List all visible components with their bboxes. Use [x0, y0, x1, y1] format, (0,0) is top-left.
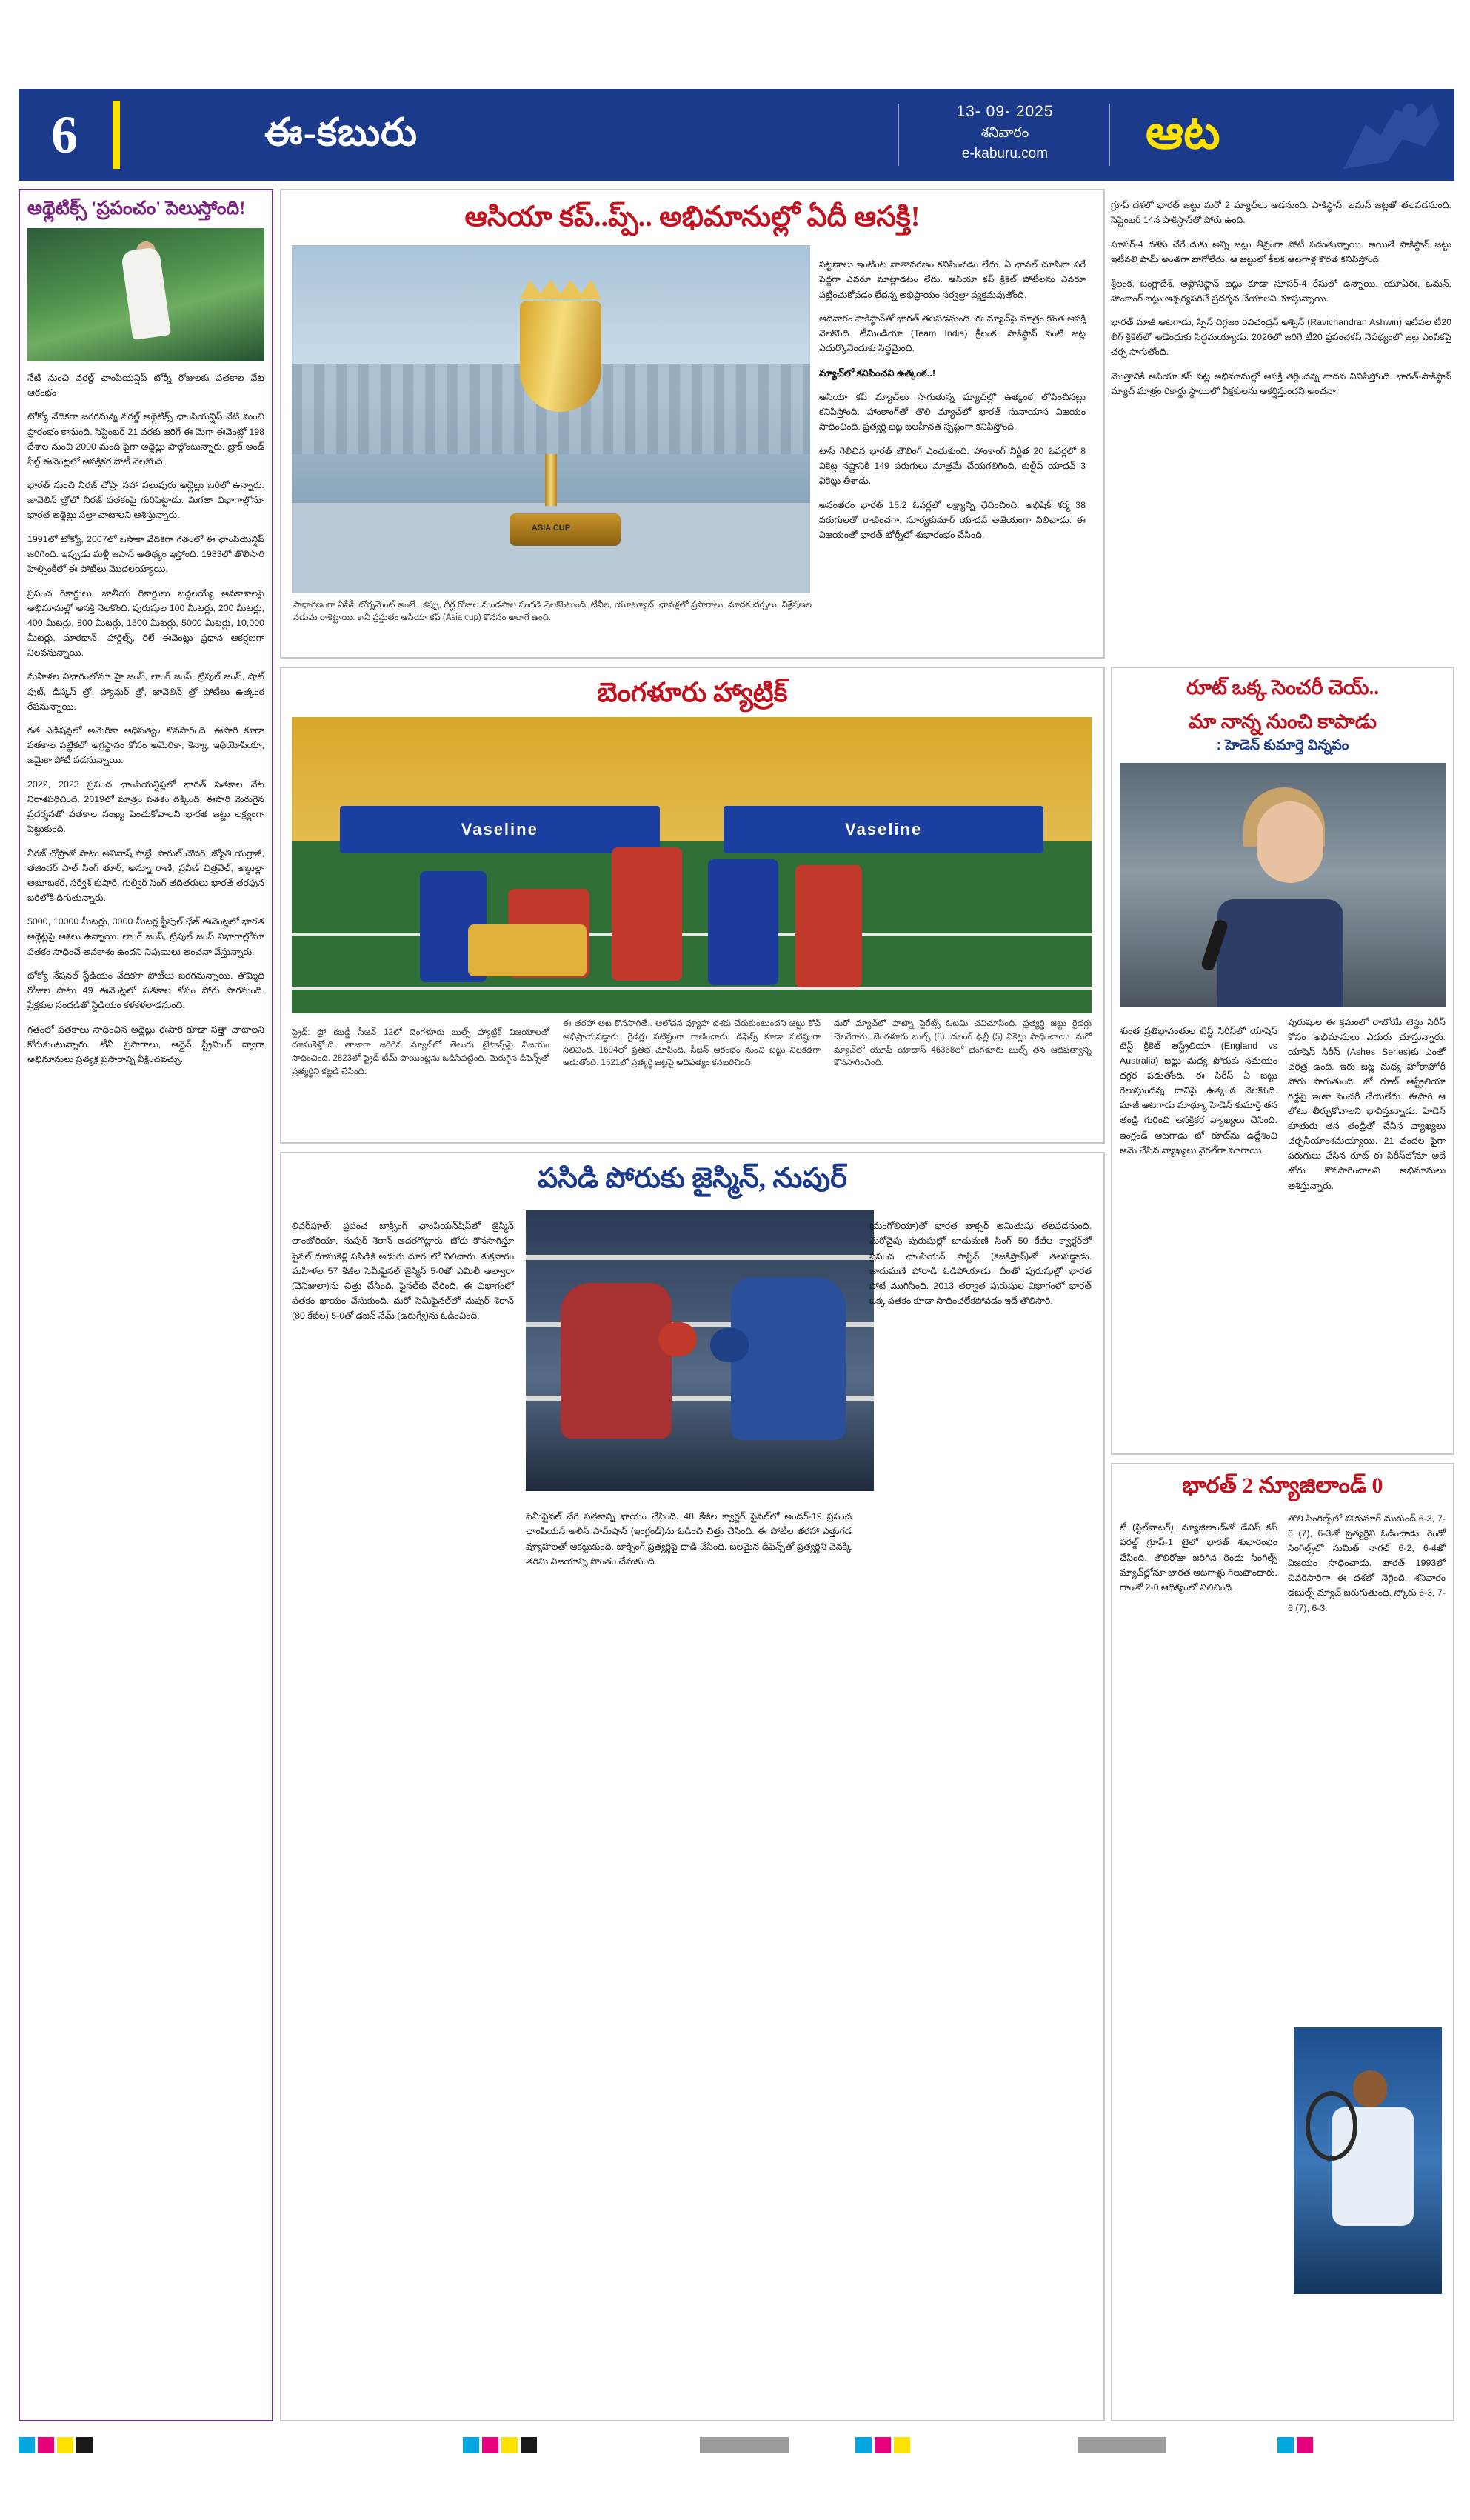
paragraph: సూపర్-4 దశకు చేరేందుకు అన్ని జట్లు తీవ్రంగా పోటీ పడుతున్నాయి. అయితే పాకిస్థాన్ జట్టు ఇటీవలి ఫామ్ అంతగా బాగోలేదు. ఆ జట్టులో కీలక ఆటగాళ్ల కొరత కనిపిస్తోంది.: [1111, 239, 1451, 265]
masthead-title: ఈ-కబురు: [264, 112, 418, 154]
paragraph: అనంతరం భారత్ 15.2 ఓవర్లలో లక్ష్యాన్ని ఛేదించింది. అభిషేక్ శర్మ 38 పరుగులతో రాణించగా, సూర్యకుమార్ యాదవ్ అజేయంగా నిలిచాడు. ఈ విజయంతో భారత్ టోర్నీలో శుభారంభం చేసింది.: [819, 499, 1086, 540]
subheading: మ్యాచ్‌లో కనిపించని ఉత్కంఠ..!: [819, 367, 936, 379]
hayden-daughter-photo: [1120, 763, 1446, 1007]
masthead: [19, 89, 1454, 181]
root-headline-line1: రూట్ ఒక్క సెంచరీ చెయ్..: [1186, 676, 1379, 699]
paragraph: మరో మ్యాచ్‌లో పాట్నా పైరేట్స్ ఓటమి చవిచూసింది. ప్రత్యర్థి జట్టు రైడర్లు చెలరేగారు. బెంగళూరు బుల్స్ (8), దబంగ్ ఢిల్లీ (5) వికెట్లు సాధించాయి. మరో మ్యాచ్‌లో యూపీ యోధాస్ 46368లో బెంగళూరు బుల్స్ తన ఆధిపత్యాన్ని కొనసాగించింది.: [834, 1019, 1092, 1068]
root-body: [1112, 1007, 1453, 1198]
paragraph: పట్టణాలు ఇంటింట వాతావరణం కనిపించడం లేదు. ఏ ఛానల్ చూసినా సరే పెద్దగా ఎవరూ మాట్లాడటం లేదు. ఆసియా కప్ క్రికెట్ పోటీలను ఎవరూ పట్టించుకోవడం లేదన్న అభిప్రాయం సర్వత్రా వ్యక్తమవుతోంది.: [819, 259, 1086, 300]
kabaddi-photo: [292, 717, 1092, 1013]
lead-column-1: [819, 248, 1086, 641]
boxing-column-3: [869, 1210, 1092, 1317]
paragraph: టోక్యో నేషనల్ స్టేడియం వేదికగా పోటీలు జరగనున్నాయి. తొమ్మిది రోజుల పాటు 49 ఈవెంట్లలో పతకాల కోసం పోరు సాగనుంది. ప్రేక్షకుల సందడితో స్టేడియం కళకళలాడనుంది.: [27, 970, 264, 1011]
divider-left: [898, 104, 899, 166]
website-url[interactable]: e-kaburu.com: [961, 145, 1049, 161]
paragraph: గత ఎడిషన్లలో అమెరికా ఆధిపత్యం కొనసాగింది. ఈసారి కూడా పతకాల పట్టికలో అగ్రస్థానం కోసం అమెరికా, కెన్యా, ఇథియోపియా, జమైకా పోటీ పడనున్నాయి.: [27, 725, 264, 766]
paragraph: గ్రూప్ దశలో భారత్ జట్టు మరో 2 మ్యాచ్‌లు ఆడనుంది. పాకిస్థాన్, ఒమన్ జట్లతో తలపడనుంది. సెప్టెంబర్ 14న పాకిస్థాన్‌తో పోరు ఉంది.: [1111, 200, 1451, 226]
boxing-column-2: [526, 1500, 852, 1578]
tennis-player-photo: [1294, 2027, 1442, 2294]
paragraph: ఆదివారం పాకిస్థాన్‌తో భారత్ తలపడనుంది. ఈ మ్యాచ్‌పై మాత్రం కొంత ఆసక్తి నెలకొంది. టీమిండియా (Team India) శ్రీలంక, పాకిస్థాన్ వంటి జట్ల ఎదుర్కొనేందుకు సిద్ధమైంది.: [819, 313, 1086, 354]
paragraph: భారత్ మాజీ ఆటగాడు, స్పిన్ దిగ్గజం రవిచంద్రన్ అశ్విన్ (Ravichandran Ashwin) ఇటీవల టీ20 లీగ్ క్రికెట్‌లో ఆడేందుకు సిద్ధమయ్యాడు. 2026లో జరిగే టీ20 ప్రపంచకప్ నేపథ్యంలో జట్ల ఎంపికపై చర్చ సాగుతోంది.: [1111, 317, 1451, 358]
root-story: [1111, 667, 1454, 1455]
paragraph: మొత్తానికి ఆసియా కప్ పట్ల అభిమానుల్లో ఆసక్తి తగ్గిందన్న వాదన వినిపిస్తోంది. భారత్-పాకిస్థాన్ మ్యాచ్ మాత్రం రికార్డు స్థాయిలో వీక్షకులను ఆకర్షిస్తుందని అంచనా.: [1111, 370, 1451, 396]
athletics-photo: [27, 228, 264, 361]
paragraph: నీరజ్ చోప్రాతో పాటు అవినాష్ సాబ్లే, పారుల్ చౌదరి, జ్యోతి యర్రాజీ, తజిందర్ పాల్ సింగ్ తూర్, అన్నూ రాణి, ప్రవీణ్ చిత్రవేల్, అబ్దుల్లా అబూబకర్, సర్వేశ్ కుషారే, గుల్వీర్ సింగ్ తదితరులు భారత్ తరఫున బరిలోకి దిగుతున్నారు.: [27, 847, 264, 903]
paragraph: 5000, 10000 మీటర్లు, 3000 మీటర్ల స్టీపుల్ ఛేజ్ ఈవెంట్లలో భారత అథ్లెట్లపై ఆశలు ఉన్నాయి. లాంగ్ జంప్, ట్రిపుల్ జంప్ విభాగాల్లోనూ పతకం సాధించే అవకాశం ఉందని నిపుణులు అంచనా వేస్తున్నారు.: [27, 916, 264, 957]
paragraph: తొలి సింగిల్స్‌లో శశికుమార్ ముకుంద్ 6-3, 7-6 (7), 6-3తో ప్రత్యర్థిని ఓడించాడు. రెండో సింగిల్స్‌లో సుమిత్ నాగల్ 6-2, 6-4తో విజయం సాధించాడు. భారత్ 1993లో చివరిసారిగా ఈ దశలో నెగ్గింది. శనివారం డబుల్స్ మ్యాచ్ జరుగుతుంది. స్కోరు 6-3, 7-6 (7), 6-3.: [1288, 1513, 1446, 1613]
paragraph: పురుషుల ఈ క్రమంలో రాబోయే టెస్టు సిరీస్ కోసం అభిమానులు ఎదురు చూస్తున్నారు. యాషెస్ సిరీస్ (Ashes Series)కు ఎంతో చరిత్ర ఉంది. ఇరు జట్ల మధ్య హోరాహోరీ పోరు సాగుతుంది. జో రూట్ ఆస్ట్రేలియా గడ్డపై ఇంకా సెంచరీ చేయలేదు. ఈసారి ఆ లోటు తీర్చుకోవాలని భావిస్తున్నాడు. హెడెన్ కూతురు తన తండ్రితో చేసిన వ్యాఖ్యలు చర్చనీయాంశమయ్యాయి. 21 వందల పైగా పరుగులు చేసిన రూట్ ఈ సిరీస్‌లోనూ అదే జోరు కొనసాగించాలని అభిమానులు ఆశిస్తున్నారు.: [1288, 1016, 1446, 1191]
accent-bar: [113, 101, 120, 169]
lead-story: [280, 189, 1105, 659]
paragraph: ప్రైడ్: ప్రో కబడ్డీ సీజన్ 12లో బెంగళూరు బుల్స్ హ్యాట్రిక్ విజయాలతో దూసుకెళ్తోంది. తాజాగా జరిగిన మ్యాచ్‌లో తెలుగు టైటాన్స్‌పై విజయం సాధించింది. 2823లో ప్రైడ్ టీమ్ పాయింట్లను ఒడిసిపట్టింది. మెరుగైన డిఫెన్స్‌తో ప్రత్యర్థిని కట్టడి చేసింది.: [292, 1027, 549, 1076]
paragraph: లివర్‌పూల్: ప్రపంచ బాక్సింగ్ ఛాంపియన్‌షిప్‌లో జైస్మిన్ లాంబోరియా, నుపుర్ శెరాన్ అదరగొట్టారు. జోరు కొనసాగిస్తూ ఫైనల్ దూసుకెళ్లి పసిడికి అడుగు దూరంలో నిలిచారు. శుక్రవారం మహిళల 57 కేజీల సెమీఫైనల్ జైస్మిన్ 5-0తో ఎమిలీ అల్వారా (వెనిజులా)ను చిత్తు చేసింది. ఫైనల్‌కు చేరింది. ఈ విభాగంలో పతకం ఖాయం చేసుకుంది. మరో సెమీఫైనల్‌లో నుపుర్ శెరాన్ (80 కేజీల) 5-0తో డజన్ నేమ్ (ఉరుగ్వే)ను ఓడించింది.: [292, 1221, 514, 1321]
sidebar-athletics-story: [19, 189, 273, 2421]
paragraph: టీ (స్టిల్‌వాటర్): న్యూజిలాండ్‌తో డేవిస్ కప్ వరల్డ్ గ్రూప్-1 టైలో భారత్ శుభారంభం చేసింది. తొలిరోజు జరిగిన రెండు సింగిల్స్ మ్యాచ్‌ల్లోనూ భారత ఆటగాళ్లు గెలుపొందారు. దాంతో 2-0 ఆధిక్యంలో నిలిచింది.: [1120, 1522, 1277, 1593]
boxing-story: [280, 1152, 1105, 2421]
kabaddi-headline: బెంగళూరు హ్యాట్రిక్: [597, 678, 788, 707]
date-block: [905, 101, 1105, 164]
paragraph: సెమీఫైనల్ చేరి పతకాన్ని ఖాయం చేసింది. 48 కేజీల క్వార్టర్ ఫైనల్‌లో అండర్-19 ప్రపంచ ఛాంపియన్ అలిస్ పామ్‌షాన్ (ఇంగ్లండ్)ను ఓడించి చిత్తు చేసింది. ఈ పోటీల తరహా ఎత్తుగడ వ్యూహాలతో ఆకట్టుకుంది. బాక్సింగ్ ప్రత్యర్థిపై దాడి చేసింది. బలమైన డిఫెన్స్‌తో ప్రత్యర్థిని వెనక్కి తరిమి విజయాన్ని సొంతం చేసుకుంది.: [526, 1511, 852, 1567]
sponsor-board-label: Vaseline: [845, 820, 923, 839]
paragraph: నేటి నుంచి వరల్డ్ ఛాంపియన్షిప్ టోర్నీ రోజులకు పతకాల వేట ఆరంభం: [27, 372, 264, 398]
lead-photo-caption: సాధారణంగా ఏసీసీ టోర్నమెంట్ అంటే.. కప్పు, దీర్ఘ రోజుల మండపాల సందడి నెలకొంటుంది. టీవీల, యూట్యూబ్, ఛానళ్లలో ప్రసారాలు, మాదక చర్చలు, విశ్లేషణల నడుమ రాకెట్టాయి. కానీ ప్రస్తుతం ఆసియా కప్ (Asia cup) కొనసం అలాగే ఉంది.: [293, 601, 812, 623]
boxing-column-1: [292, 1210, 514, 1332]
lead-headline: ఆసియా కప్..ప్ప్.. అభిమానుల్లో ఏదీ ఆసక్తి!: [464, 201, 921, 233]
paragraph: భారత్ నుంచి నీరజ్ చోప్రా సహా పలువురు అథ్లెట్లు బరిలో ఉన్నారు. జావెలిన్ త్రోలో నీరజ్ పతకంపై గురిపెట్టాడు. మిగతా విభాగాల్లోనూ భారత అథ్లెట్లు సత్తా చాటాలని ఆశిస్తున్నారు.: [27, 480, 264, 521]
boxing-headline: పసిడి పోరుకు జైస్మిన్, నుపుర్: [538, 1163, 847, 1194]
root-headline-line2: మా నాన్న నుంచి కాపాడు: [1188, 710, 1377, 733]
sidebar-body: [20, 370, 272, 1083]
boxing-photo: [526, 1210, 874, 1491]
publication-day: శనివారం: [980, 125, 1029, 141]
lead-column-2: [1111, 189, 1451, 656]
paragraph: శుంత ప్రతిభావంతుల టెస్ట్ సిరీస్‌లో యాషెస్ టెస్ట్ క్రికెట్ ఆస్ట్రేలియా (England vs Australia) జట్టు మధ్య పోరుకు సమయం దగ్గర పడుతోంది. ఈ సిరీస్ ఏ జట్టు గెలుస్తుందన్న దానిపై ఉత్కంఠ నెలకొంది. మాజీ ఆటగాడు మాథ్యూ హెడెన్ కుమార్తె తన తండ్రి గురించి ఆసక్తికర వ్యాఖ్యలు చేసింది. ఇంగ్లండ్ ఆటగాడు జో రూట్‌ను ఉద్దేశించి ఆమె చేసిన వ్యాఖ్యలు వైరల్‌గా మారాయి.: [1120, 1025, 1277, 1156]
kabaddi-story: [280, 667, 1105, 1144]
divider-right: [1109, 104, 1110, 166]
kabaddi-caption: [292, 1018, 1092, 1082]
paragraph: టోక్యో వేదికగా జరగనున్న వరల్డ్ అథ్లెటిక్స్ ఛాంపియన్షిప్ నేటి నుంచి ప్రారంభం కానుంది. సెప్టెంబర్ 21 వరకు జరిగే ఈ మెగా ఈవెంట్లో 198 దేశాల నుంచి 2000 మంది పైగా అథ్లెట్లు పాల్గొంటున్నారు. ట్రాక్ అండ్ ఫీల్డ్ ఈవెంట్లలో ఆసక్తికర పోటీ నెలకొంది.: [27, 411, 264, 467]
publication-date: 13- 09- 2025: [956, 103, 1054, 120]
trophy-label: ASIA CUP: [531, 524, 571, 533]
paragraph: శ్రీలంక, బంగ్లాదేశ్, అఫ్గానిస్థాన్ జట్లు కూడా సూపర్-4 రేసులో ఉన్నాయి. యూఏఈ, ఒమన్, హాంకాంగ్ జట్లు ఆశ్చర్యపరిచే ప్రదర్శన చేయాలని చూస్తున్నాయి.: [1111, 278, 1451, 304]
sidebar-headline: అథ్లెటిక్స్ 'ప్రపంచం' పెలుస్తోంది!: [27, 199, 246, 219]
paragraph: ఈ తరహా ఆట కొనసాగితే.. ఆలోచన వ్యూహ దశకు చేరుకుంటుందని జట్టు కోచ్ అభిప్రాయపడ్డారు. రైడర్లు పటిష్టంగా రాణించారు. డిఫెన్స్ కూడా పటిష్టంగా నిలిచింది. 1694లో ప్రతిభ చూపింది. సీజన్ ఆరంభం నుంచి జట్టు నిలకడగా ఆడుతోంది. 1521లో ప్రత్యర్థి జట్లపై ఆధిపత్యం కనబరిచింది.: [563, 1019, 821, 1068]
paragraph: గతంలో పతకాలు సాధించిన అథ్లెట్లు ఈసారి కూడా సత్తా చాటాలని కోరుకుంటున్నారు. టీవీ ప్రసారాలు, ఆన్లైన్ స్ట్రీమింగ్ ద్వారా అభిమానులు ప్రత్యక్ష ప్రసారాన్ని వీక్షించవచ్చు.: [27, 1024, 264, 1064]
sponsor-board-label: Vaseline: [461, 820, 538, 839]
asia-cup-trophy-photo: [292, 245, 810, 593]
athlete-silhouette-icon: [1321, 95, 1447, 175]
paragraph: టాస్ గెలిచిన భారత్ బౌలింగ్ ఎంచుకుంది. హాంకాంగ్ నిర్ణీత 20 ఓవర్లలో 8 వికెట్ల నష్టానికి 149 పరుగులు మాత్రమే చేయగలిగింది. కుల్దీప్ యాదవ్ 3 వికెట్లు తీశాడు.: [819, 445, 1086, 487]
paragraph: 2022, 2023 ప్రపంచ ఛాంపియన్షిప్లలో భారత్ పతకాల వేట నిరాశపరిచింది. 2019లో మాత్రం పతకం దక్కింది. ఈసారి మెరుగైన ప్రదర్శనతో పతకాల సంఖ్య పెంచుకోవాలని భారత జట్టు లక్ష్యంగా పెట్టుకుంది.: [27, 779, 264, 835]
paragraph: ప్రపంచ రికార్డులు, జాతీయ రికార్డులు బద్దలయ్యే అవకాశాలపై అభిమానుల్లో ఆసక్తి నెలకొంది. పురుషుల 100 మీటర్లు, 200 మీటర్లు, 400 మీటర్లు, 800 మీటర్లు, 1500 మీటర్లు, 5000 మీటర్లు, 10,000 మీటర్లు, మారథాన్, హార్డిల్స్, రిలే ఈవెంట్లు ప్రధాన ఆకర్షణగా నిలవనున్నాయి.: [27, 587, 264, 658]
paragraph: (మంగోలియా)తో భారత బాక్సర్ అమితుషు తలపడనుంది. మరోవైపు పురుషుల్లో జాదుమణి సింగ్ 50 కేజీల క్వార్టర్‌లో ప్రపంచ ఛాంపియన్ సాప్ఖిన్ (కజకిస్తాన్)తో తలపడ్డాడు. జాదుమణి పోరాడి ఓడిపోయాడు. దీంతో పురుషుల్లో భారత పోటీ ముగిసింది. 2013 తర్వాత పురుషుల విభాగంలో భారత్ ఒక్క పతకం కూడా సాధించలేకపోవడం ఇదే తొలిసారి.: [869, 1221, 1092, 1306]
page-number-box: [20, 90, 109, 179]
paragraph: ఆసియా కప్ మ్యాచ్‌లు సాగుతున్న మ్యాచ్‌ల్లో ఉత్కంఠ లోపించినట్లు కనిపిస్తోంది. హాంకాంగ్‌తో తొలి మ్యాచ్‌లో భారత్ సునాయాస విజయం సాధించింది. ప్రత్యర్థి జట్ల బలహీనత స్పష్టంగా కనిపిస్తోంది.: [819, 392, 1086, 433]
tennis-headline: భారత్ 2 న్యూజిలాండ్ 0: [1182, 1473, 1383, 1498]
tennis-body: [1112, 1511, 1453, 1616]
tennis-story: [1111, 1463, 1454, 2421]
print-color-bars: [19, 2437, 1451, 2453]
section-title: ఆట: [1146, 106, 1220, 159]
root-subheading: : హెడెన్ కుమార్తె విన్నపం: [1216, 737, 1349, 753]
page-number: 6: [51, 104, 78, 164]
paragraph: మహిళల విభాగంలోనూ హై జంప్, లాంగ్ జంప్, ట్రిపుల్ జంప్, షాట్ పుట్, డిస్కస్ త్రో, హ్యామర్ త్రో, జావెలిన్ త్రో పోటీలు ఉత్కంఠ రేపనున్నాయి.: [27, 671, 264, 712]
paragraph: 1991లో టోక్యో, 2007లో ఒసాకా వేదికగా గతంలో ఈ ఛాంపియన్షిప్ జరిగింది. ఇప్పుడు మళ్లీ జపాన్ ఆతిథ్యం ఇస్తోంది. 1983లో తొలిసారి హెల్సింకీలో ఈ పోటీలు మొదలయ్యాయి.: [27, 533, 264, 575]
